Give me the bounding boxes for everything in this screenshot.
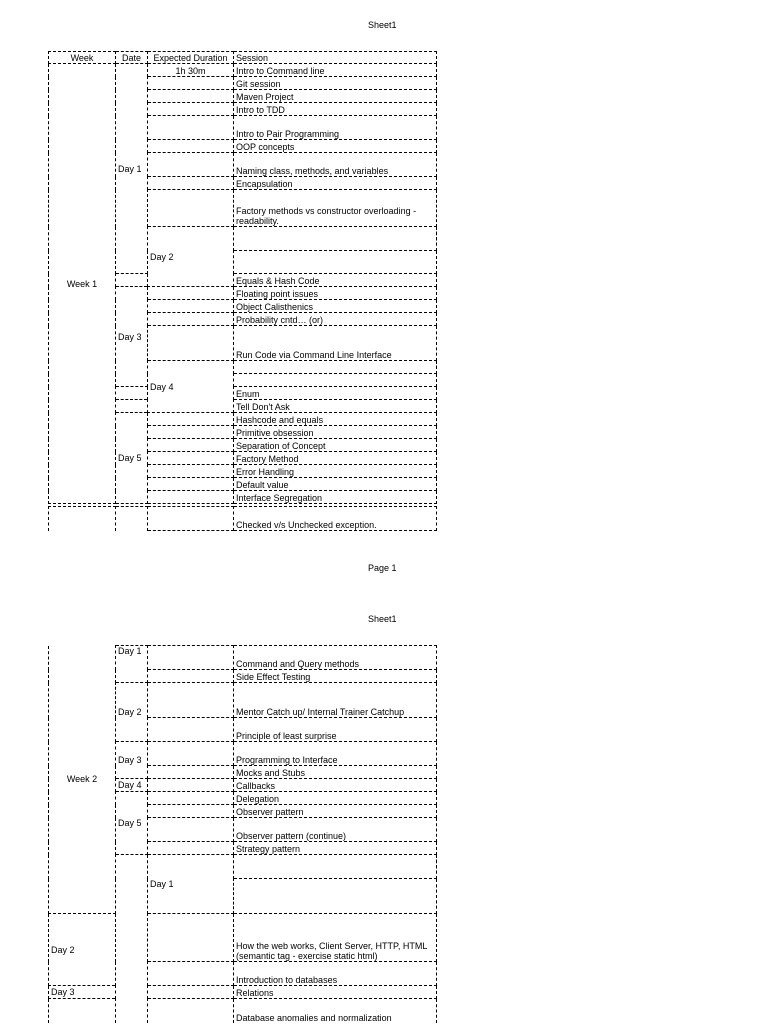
session-cell: Relations: [234, 986, 437, 999]
schedule-table-page1: [48, 51, 436, 504]
session-cell: Delegation: [234, 792, 437, 805]
session-cell: Enum: [234, 387, 437, 400]
header-date: Date: [116, 52, 148, 64]
session-cell: Factory methods vs constructor overloading - readability.: [234, 190, 437, 227]
header-week: Week: [49, 52, 116, 64]
session-cell: Separation of Concept: [234, 439, 437, 452]
session-cell: Command and Query methods: [234, 646, 437, 670]
session-cell: Run Code via Command Line Interface: [234, 326, 437, 361]
session-cell: Mentor Catch up/ Internal Trainer Catchup: [234, 683, 437, 718]
session-cell: Primitive obsession: [234, 426, 437, 439]
session-cell: Principle of least surprise: [234, 718, 437, 742]
day-3-cell: Day 3: [116, 287, 148, 387]
session-cell: Programming to Interface: [234, 742, 437, 766]
session-cell: Tell Don't Ask: [234, 400, 437, 413]
session-cell: Callbacks: [234, 779, 437, 792]
session-cell: Checked v/s Unchecked exception.: [234, 507, 437, 531]
session-cell: Interface Segregation: [234, 491, 437, 504]
day-2-cell: Day 2: [148, 227, 234, 287]
header-duration: Expected Duration: [148, 52, 234, 64]
session-cell: Observer pattern: [234, 805, 437, 818]
session-cell: OOP concepts: [234, 140, 437, 153]
session-cell: Mocks and Stubs: [234, 766, 437, 779]
session-cell: Naming class, methods, and variables: [234, 153, 437, 177]
sheet-title: Sheet1: [368, 20, 397, 30]
session-cell: Object Calisthenics: [234, 300, 437, 313]
page-number: Page 1: [368, 563, 397, 573]
session-cell: Factory Method: [234, 452, 437, 465]
week-1-cell: Week 1: [49, 64, 116, 504]
session-cell: Observer pattern (continue): [234, 818, 437, 842]
session-cell: Database anomalies and normalization: [234, 999, 437, 1023]
week2-day-3-cell: Day 3: [116, 742, 148, 779]
schedule-table-page2: [48, 645, 436, 1023]
day-4-cell: Day 4: [148, 361, 234, 413]
session-cell: Introduction to databases: [234, 962, 437, 986]
schedule-table-page1-tail: [48, 506, 436, 531]
session-cell: Encapsulation: [234, 177, 437, 190]
session-cell: Intro to Pair Programming: [234, 116, 437, 140]
week3-day-1-cell: Day 1: [148, 855, 234, 914]
week3-day-3-cell: Day 3: [49, 986, 116, 999]
session-cell: Git session: [234, 77, 437, 90]
session-cell: How the web works, Client Server, HTTP, HTML (semantic tag - exercise static html): [234, 914, 437, 962]
day-1-cell: Day 1: [116, 64, 148, 274]
week-2-cell: Week 2: [49, 646, 116, 914]
week2-day-1-cell: Day 1: [116, 646, 148, 683]
day-5-cell: Day 5: [116, 413, 148, 504]
session-cell: Default value: [234, 478, 437, 491]
sheet-title-2: Sheet1: [368, 614, 397, 624]
week2-day-2-cell: Day 2: [116, 683, 148, 742]
session-cell: Error Handling: [234, 465, 437, 478]
week2-day-5-cell: Day 5: [116, 792, 148, 855]
session-cell: Hashcode and equals: [234, 413, 437, 426]
session-cell: Probability cntd… (or): [234, 313, 437, 326]
header-session: Session: [234, 52, 437, 64]
week2-day-4-cell: Day 4: [116, 779, 148, 792]
duration-cell: 1h 30m: [148, 64, 234, 77]
session-cell: Equals & Hash Code: [234, 274, 437, 287]
session-cell: Intro to Command line: [234, 64, 437, 77]
session-cell: Intro to TDD: [234, 103, 437, 116]
session-cell: Side Effect Testing: [234, 670, 437, 683]
session-cell: Strategy pattern: [234, 842, 437, 855]
session-cell: Maven Project: [234, 90, 437, 103]
session-cell: Floating point issues: [234, 287, 437, 300]
week3-day-2-cell: Day 2: [49, 914, 116, 986]
